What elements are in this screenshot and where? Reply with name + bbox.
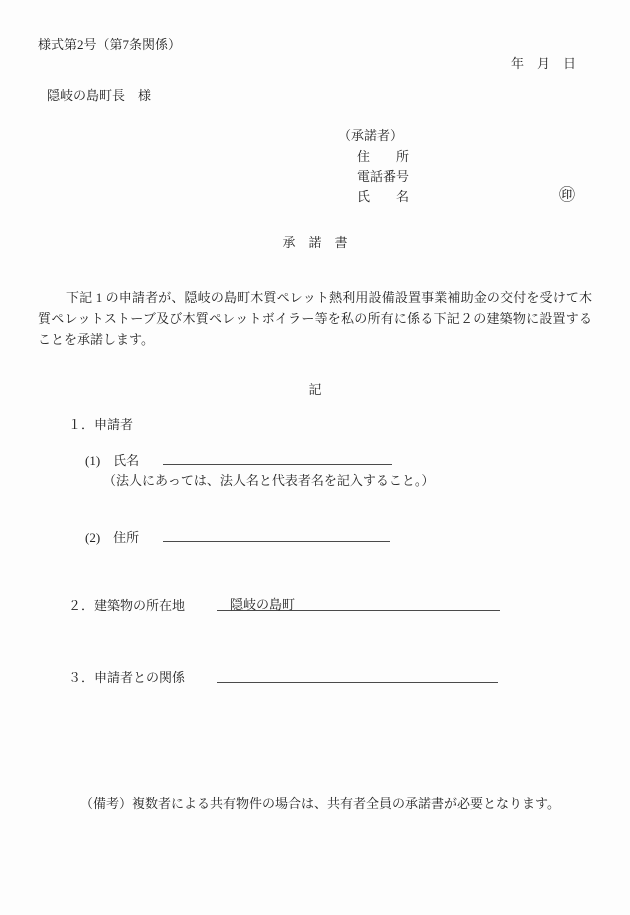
applicant-name-field <box>163 448 392 465</box>
item3-relationship-label: ３．申請者との関係 <box>68 670 186 685</box>
date-line: 年 月 日 <box>510 56 576 71</box>
section-marker: 記 <box>308 382 322 397</box>
consenter-phone-label: 電話番号 <box>357 169 410 184</box>
body-paragraph: 下記 1 の申請者が、隠岐の島町木質ペレット熱利用設備設置事業補助金の交付を受けて木質ペレットストーブ及び木質ペレットボイラー等を私の所有に係る下記２の建築物に設置することを承諾します。 <box>38 290 592 347</box>
consenter-name-label: 氏 名 <box>357 189 410 204</box>
remark-note: （備考）複数者による共有物件の場合は、共有者全員の承諾書が必要となります。 <box>80 796 560 811</box>
seal-mark-icon: ㊞ <box>559 187 576 204</box>
building-location-value: 隠岐の島町 <box>230 597 296 612</box>
form-number: 様式第2号（第7条関係） <box>38 37 182 52</box>
consenter-heading: （承諾者） <box>338 128 404 143</box>
item1-applicant-label: １．申請者 <box>68 417 134 432</box>
applicant-address-field <box>163 525 390 542</box>
addressee: 隠岐の島町長 様 <box>47 88 152 103</box>
document-title: 承 諾 書 <box>282 235 348 250</box>
applicant-name-label: (1) 氏名 <box>85 453 140 468</box>
relationship-field <box>217 666 498 683</box>
building-location-field <box>217 594 500 611</box>
item2-building-location-label: ２．建築物の所在地 <box>68 598 186 613</box>
applicant-name-note: （法人にあっては、法人名と代表者名を記入すること。） <box>103 473 435 488</box>
applicant-address-label: (2) 住所 <box>85 530 140 545</box>
consenter-address-label: 住 所 <box>357 149 410 164</box>
